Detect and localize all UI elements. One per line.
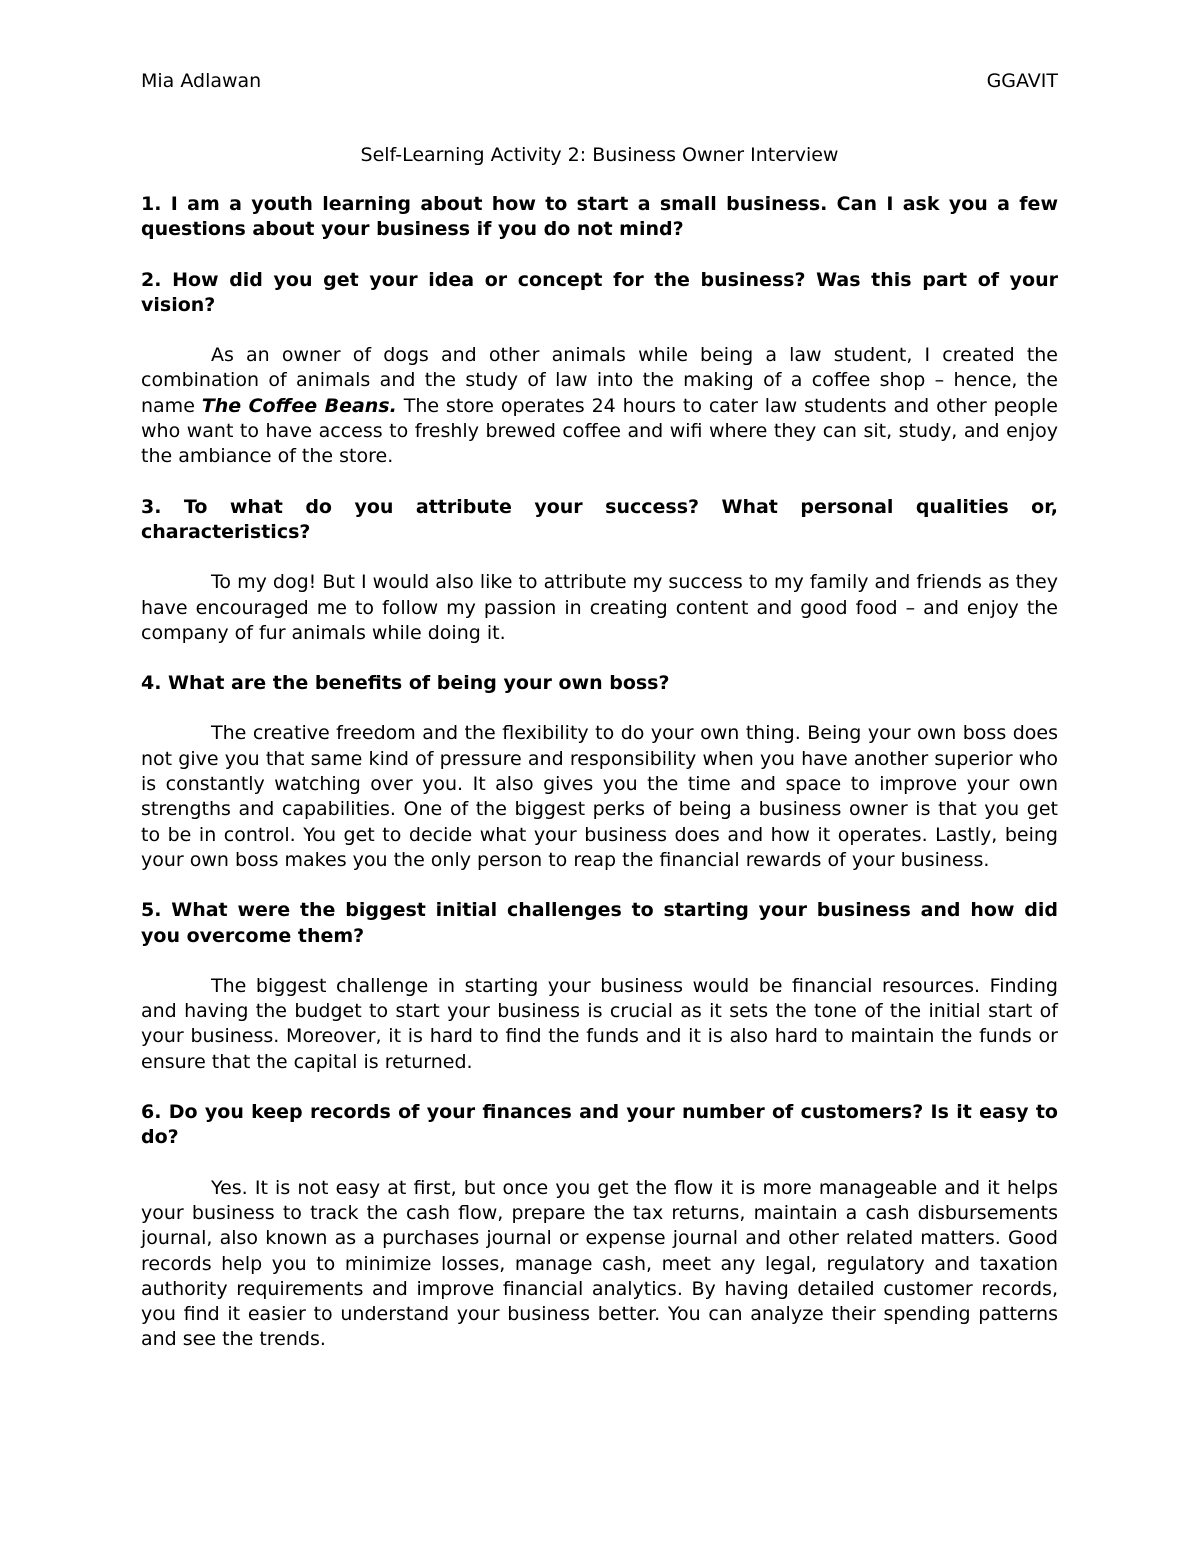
question-4: 4. What are the benefits of being your own boss? (141, 672, 670, 695)
answer-2-part-1: As an owner of dogs and other animals while being a law student, I created the combination of animals and the study of law into the making of a coffee shop – hence, the name (141, 344, 1058, 417)
section-name: GGAVIT (986, 70, 1058, 92)
answer-4: The creative freedom and the flexibility to do your own thing. Being your own boss does not give you that same kind of pressure and responsibility when you have another superior who is constantly watching over you. It also gives you the time and space to improve your own strengths and capabilities. One of the biggest perks of being a business owner is that you get to be in control. You get to decide what your business does and how it operates. Lastly, being your own boss makes you the only person to reap the financial rewards of your business. (141, 722, 1058, 871)
document-header (141, 66, 1058, 96)
answer-3: To my dog! But I would also like to attribute my success to my family and friends as they have encouraged me to follow my passion in creating content and good food – and enjoy the company of fur animals while doing it. (141, 571, 1058, 644)
document-page (141, 66, 1058, 1353)
answer-2-part-2: The store operates 24 hours to cater law students and other people who want to have access to freshly brewed coffee and wifi where they can sit, study, and enjoy the ambiance of the store. (141, 394, 1058, 468)
question-6: 6. Do you keep records of your finances and your number of customers? Is it easy to do? (141, 1101, 1058, 1149)
answer-2 (141, 343, 1058, 469)
question-3: 3. To what do you attribute your success? What personal qualities or, characteristics? (141, 495, 1058, 543)
answer-6: Yes. It is not easy at first, but once you get the flow it is more manageable and it helps your business to track the cash flow, prepare the tax returns, maintain a cash disbursements journal, also known as a purchases journal or expense journal and other related matters. Good records help you to minimize losses, manage cash, meet any legal, regulatory and taxation authority requirements and improve financial analytics. By having detailed customer records, you find it easier to understand your business better. You can analyze their spending patterns and see the trends. (141, 1176, 1058, 1351)
document-title: Self-Learning Activity 2: Business Owner Interview (360, 144, 839, 166)
business-name: The Coffee Beans. (201, 394, 397, 417)
question-5: 5. What were the biggest initial challenges to starting your business and how did you overcome them? (141, 899, 1058, 947)
author-name: Mia Adlawan (141, 70, 262, 92)
question-1: 1. I am a youth learning about how to start a small business. Can I ask you a few questions about your business if you do not mind? (141, 193, 1058, 241)
answer-5: The biggest challenge in starting your business would be financial resources. Finding and having the budget to start your business is crucial as it sets the tone of the initial start of your business. Moreover, it is hard to find the funds and it is also hard to maintain the funds or ensure that the capital is returned. (141, 974, 1058, 1073)
question-2: 2. How did you get your idea or concept for the business? Was this part of your vision? (141, 268, 1058, 316)
